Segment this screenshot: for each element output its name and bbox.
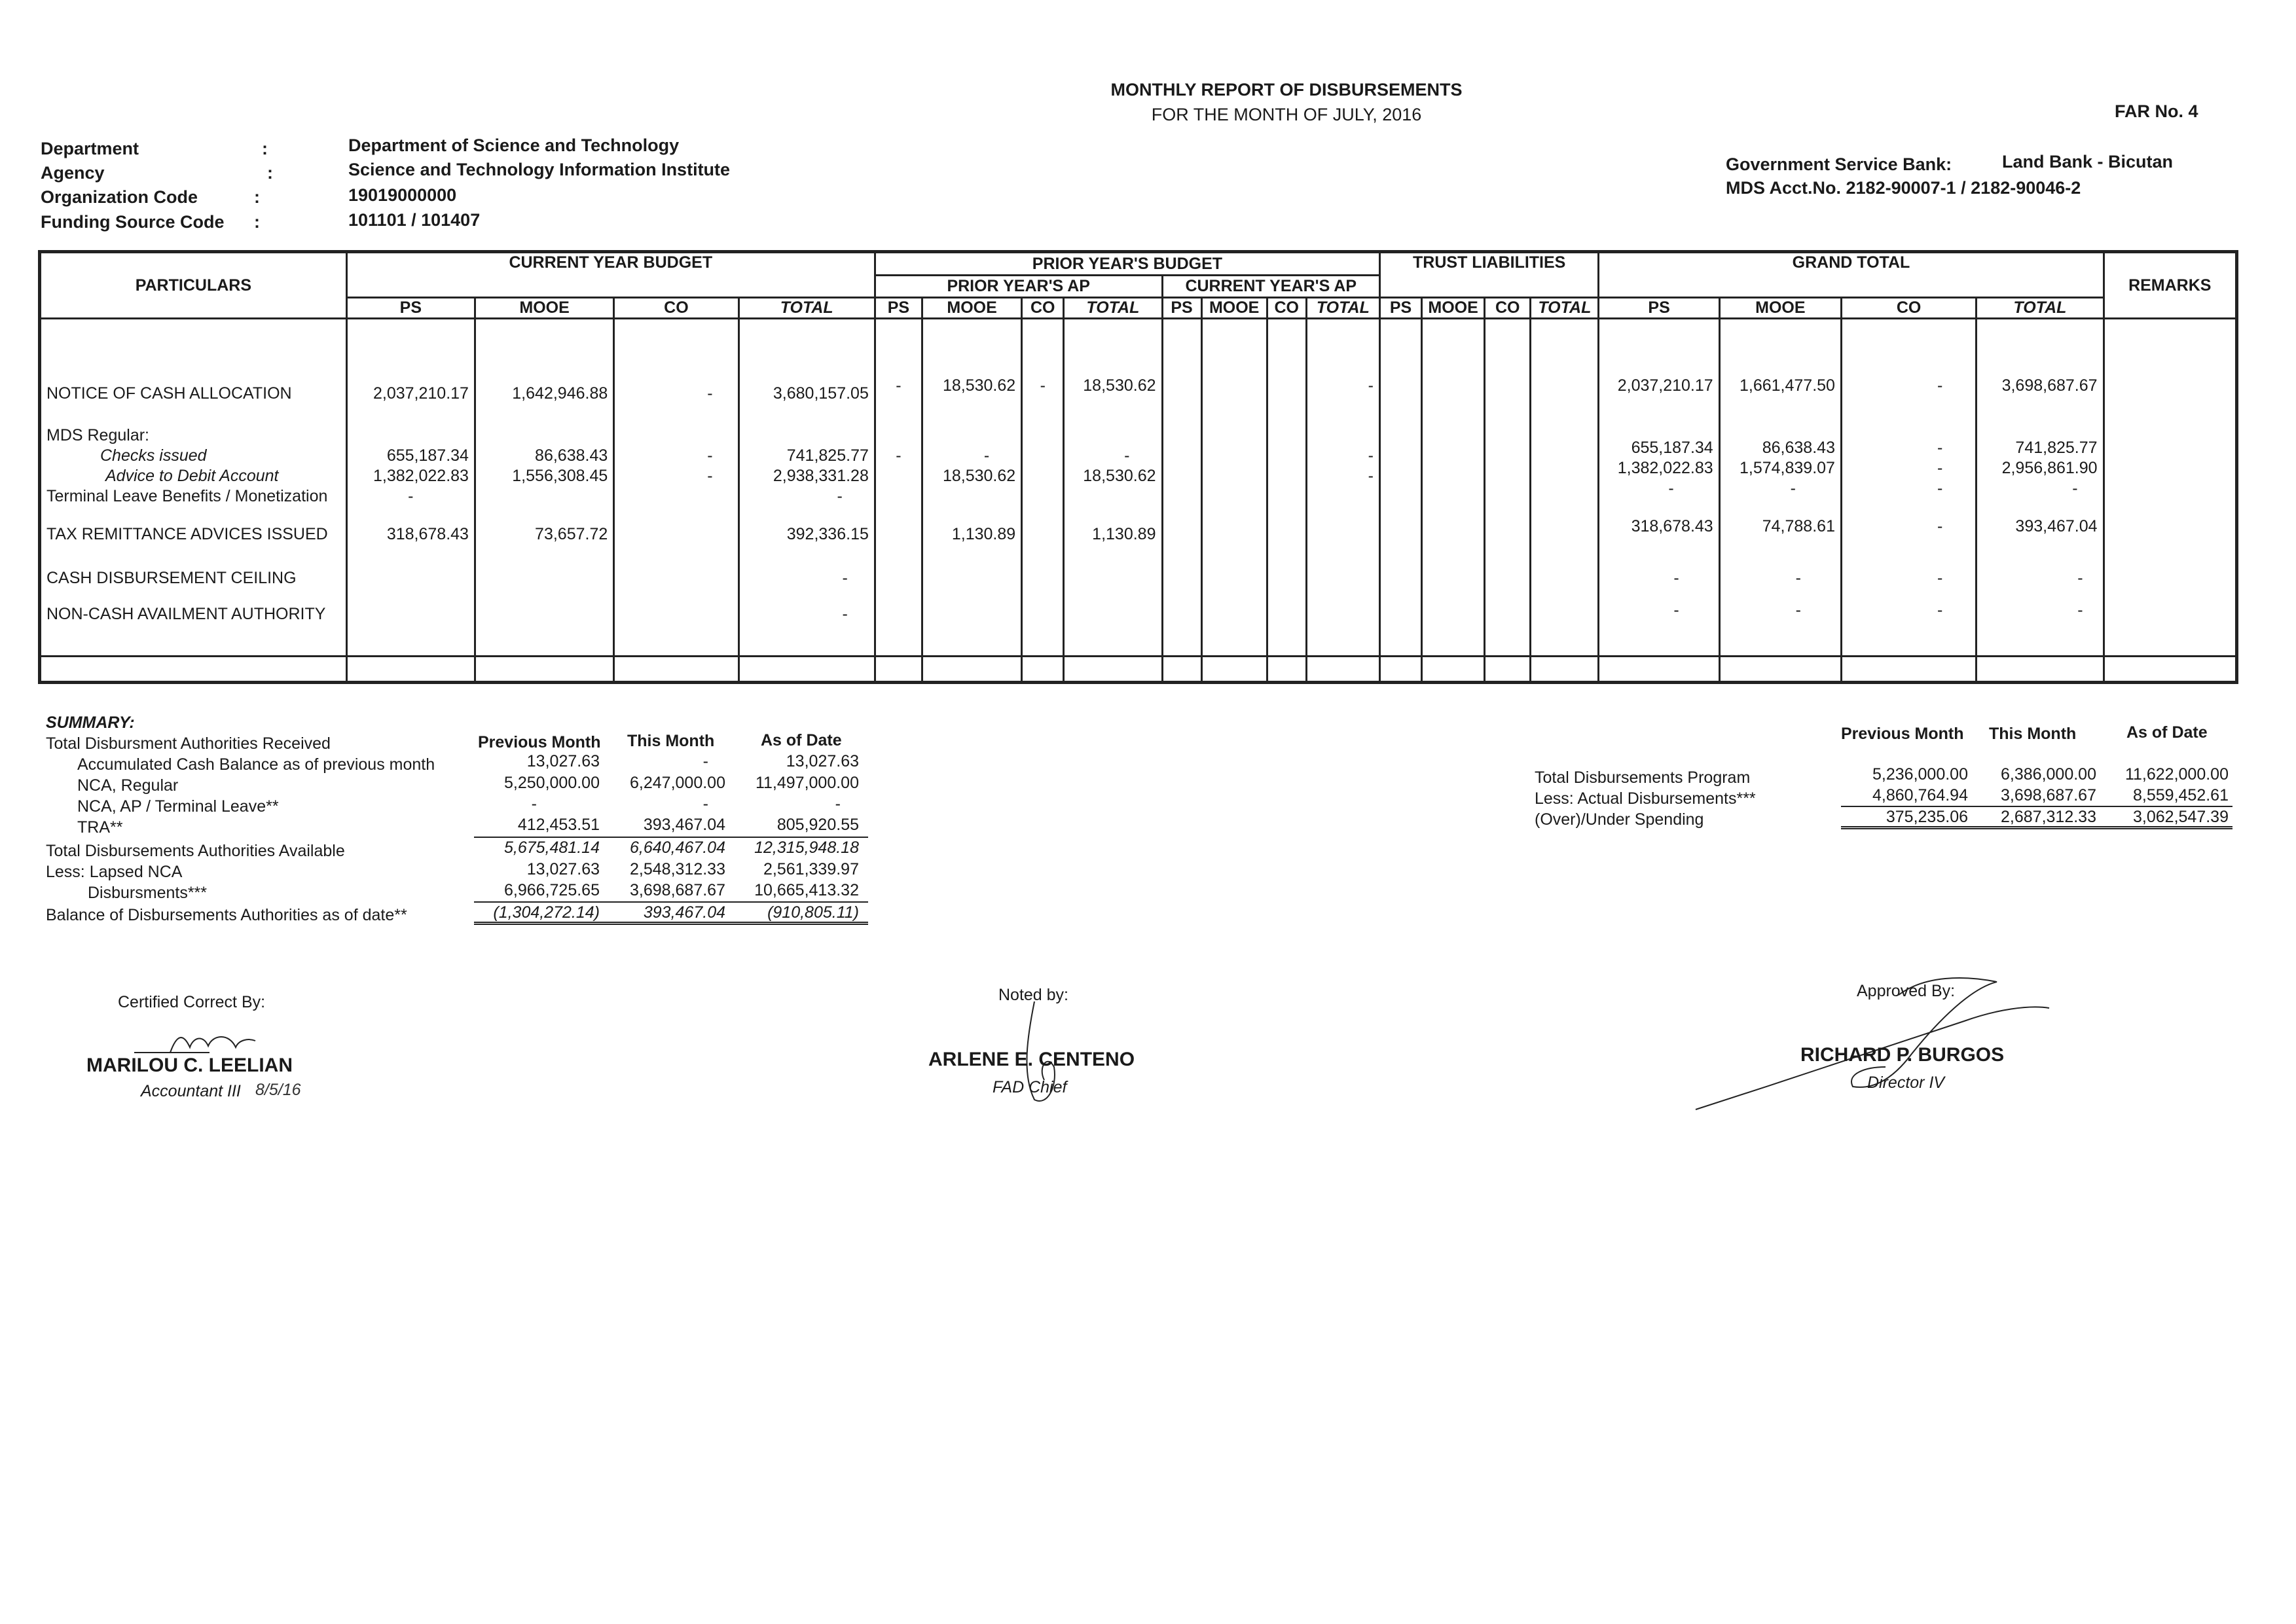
value: 741,825.77: [2015, 438, 2098, 457]
summary-prev: 5,250,000.00: [504, 774, 600, 792]
summary-this: -: [702, 795, 708, 813]
summary-this: -: [702, 752, 708, 770]
summary-label: Less: Lapsed NCA: [46, 863, 183, 881]
cell: [1162, 656, 1201, 682]
spending-prev: 5,236,000.00: [1872, 765, 1968, 784]
colon: :: [262, 139, 268, 158]
cell: [1064, 556, 1162, 601]
summary-label: TRA**: [77, 818, 123, 837]
value: -: [1937, 458, 1943, 477]
cell: [1162, 512, 1201, 556]
row-label: NOTICE OF CASH ALLOCATION: [40, 319, 347, 407]
cell: [1422, 656, 1485, 682]
value: 86,638.43: [535, 446, 608, 465]
org-code-label: Organization Code: [41, 187, 198, 207]
bank-value: Land Bank - Bicutan: [2002, 152, 2174, 171]
value: -: [837, 486, 843, 505]
summary-this: 6,640,467.04: [630, 839, 725, 857]
mds-label: MDS Regular:: [46, 425, 149, 444]
summary-label: Disbursments***: [88, 884, 208, 902]
summary-asof: (910,805.11): [767, 903, 859, 922]
cell: [1531, 556, 1599, 601]
cell: [1201, 512, 1267, 556]
current-years-ap-header: CURRENT YEAR'S AP: [1162, 276, 1379, 298]
cell: -: [1599, 601, 1719, 657]
prior-years-ap-header: PRIOR YEAR'S AP: [875, 276, 1162, 298]
summary-rule: [474, 837, 868, 838]
cell: [1267, 512, 1306, 556]
cell: [1267, 556, 1306, 601]
cell: [614, 656, 738, 682]
col-total: TOTAL: [1064, 298, 1162, 319]
noted-title: FAD Chief: [993, 1078, 1067, 1096]
cell: -: [1022, 319, 1064, 407]
cell: [1531, 512, 1599, 556]
remarks-header: REMARKS: [2104, 252, 2236, 319]
summary-asof: 12,315,948.18: [754, 839, 859, 857]
cell: [875, 556, 922, 601]
current-year-budget-header: CURRENT YEAR BUDGET: [346, 252, 875, 298]
remarks-cell: [2104, 556, 2236, 601]
cell: [2104, 656, 2236, 682]
cell: [1719, 407, 1841, 513]
cell: [475, 556, 613, 601]
cell: 393,467.04: [1977, 512, 2104, 556]
department-value: Department of Science and Technology: [348, 135, 680, 155]
col-mooe: MOOE: [1719, 298, 1841, 319]
table-row: [40, 556, 2237, 601]
cell: [1022, 556, 1064, 601]
summary-prev: (1,304,272.14): [493, 903, 600, 922]
cell: 2,037,210.17: [1599, 319, 1719, 407]
certified-name: MARILOU C. LEELIAN: [86, 1055, 293, 1076]
bank-label: Government Service Bank:: [1726, 154, 1952, 174]
cell: -: [1977, 601, 2104, 657]
cell: [1022, 656, 1064, 682]
cell: [1422, 512, 1485, 556]
spending-this: 2,687,312.33: [2001, 808, 2096, 826]
funding-label: Funding Source Code: [41, 212, 225, 232]
cell: [1162, 319, 1201, 407]
summary-col-prev: Previous Month: [478, 733, 601, 751]
mds-account: MDS Acct.No. 2182-90007-1 / 2182-90046-2: [1726, 178, 2081, 198]
cell: [1201, 601, 1267, 657]
summary-right-col-asof: As of Date: [2126, 723, 2208, 742]
summary-right-col-prev: Previous Month: [1841, 725, 1964, 743]
summary-prev: 412,453.51: [517, 816, 600, 834]
cell: [1977, 407, 2104, 513]
summary-asof: 11,497,000.00: [755, 774, 859, 792]
cell: [1022, 407, 1064, 513]
checks-label: Checks issued: [100, 446, 207, 465]
cell: [346, 656, 475, 682]
cell: -: [1719, 601, 1841, 657]
summary-label: NCA, Regular: [77, 776, 179, 795]
cell: [1599, 407, 1719, 513]
summary-label: Balance of Disbursements Authorities as of date**: [46, 906, 407, 924]
col-mooe: MOOE: [1201, 298, 1267, 319]
cell: [1306, 407, 1379, 513]
cell: [1306, 512, 1379, 556]
remarks-cell: [2104, 319, 2236, 407]
col-ps: PS: [346, 298, 475, 319]
col-co: CO: [1485, 298, 1531, 319]
summary-this: 2,548,312.33: [630, 860, 725, 878]
summary-asof: 2,561,339.97: [763, 860, 859, 878]
table-row: [40, 601, 2237, 657]
cell: [1379, 601, 1421, 657]
cell: [1379, 556, 1421, 601]
cell: [1531, 319, 1599, 407]
cell: [875, 407, 922, 513]
col-total: TOTAL: [738, 298, 875, 319]
value: -: [408, 486, 414, 505]
table-row: [40, 656, 2237, 682]
value: 2,938,331.28: [773, 466, 869, 485]
cell: [738, 407, 875, 513]
cell: 318,678.43: [346, 512, 475, 556]
department-label: Department: [41, 139, 139, 158]
spending-this: 3,698,687.67: [2001, 786, 2096, 804]
cell: [1379, 407, 1421, 513]
value: 18,530.62: [1083, 466, 1156, 485]
cell: [922, 556, 1021, 601]
report-subtitle: FOR THE MONTH OF JULY, 2016: [1151, 105, 1422, 124]
cell: [1267, 601, 1306, 657]
summary-prev: 6,966,725.65: [504, 881, 600, 899]
value: 655,187.34: [1631, 438, 1713, 457]
cell: [1201, 407, 1267, 513]
noted-label: Noted by:: [998, 986, 1069, 1004]
summary-prev: -: [531, 795, 537, 813]
summary-this: 6,247,000.00: [630, 774, 725, 792]
cell: [1841, 656, 1976, 682]
cell: [1531, 407, 1599, 513]
cell: [922, 601, 1021, 657]
cell: -: [1599, 556, 1719, 601]
cell: [1422, 601, 1485, 657]
tlb-label: Terminal Leave Benefits / Monetization: [46, 486, 328, 505]
summary-this: 393,467.04: [643, 816, 725, 834]
cell: [1064, 601, 1162, 657]
value: -: [1368, 446, 1374, 465]
col-total: TOTAL: [1306, 298, 1379, 319]
cell: -: [875, 319, 922, 407]
value: 1,382,022.83: [373, 466, 469, 485]
cell: -: [738, 601, 875, 657]
grand-total-header: GRAND TOTAL: [1599, 252, 2104, 298]
summary-prev: 13,027.63: [526, 752, 600, 770]
summary-asof: 805,920.55: [776, 816, 859, 834]
row-label: TAX REMITTANCE ADVICES ISSUED: [40, 512, 347, 556]
spending-rule: [1841, 806, 2232, 807]
noted-name: ARLENE E. CENTENO: [928, 1049, 1135, 1070]
cell: -: [738, 556, 875, 601]
cell: [346, 407, 475, 513]
table-row: [40, 512, 2237, 556]
cell: [1162, 601, 1201, 657]
cell: [1306, 601, 1379, 657]
cell: [1977, 656, 2104, 682]
colon: :: [254, 212, 260, 232]
cell: 18,530.62: [1064, 319, 1162, 407]
cell: 3,680,157.05: [738, 319, 875, 407]
far-number: FAR No. 4: [2115, 101, 2198, 121]
summary-col-asof: As of Date: [761, 731, 842, 749]
cell: 74,788.61: [1719, 512, 1841, 556]
summary-asof: -: [835, 795, 841, 813]
summary-label: Total Disbursment Authorities Received: [46, 734, 331, 753]
value: -: [1790, 478, 1796, 497]
cell: [614, 512, 738, 556]
remarks-cell: [2104, 407, 2236, 513]
cell: [1379, 319, 1421, 407]
table-row: [40, 407, 2237, 513]
org-code-value: 19019000000: [348, 185, 457, 205]
spending-prev: 4,860,764.94: [1872, 786, 1968, 804]
cell: [1022, 512, 1064, 556]
cell: [1485, 407, 1531, 513]
cell: [1485, 601, 1531, 657]
row-label: CASH DISBURSEMENT CEILING: [40, 556, 347, 601]
value: -: [1937, 438, 1943, 457]
cell: [475, 407, 613, 513]
cell: [1064, 407, 1162, 513]
spending-label: (Over)/Under Spending: [1535, 810, 1704, 829]
cell: [1379, 512, 1421, 556]
summary-label: Accumulated Cash Balance as of previous month: [77, 755, 435, 774]
cell: 1,661,477.50: [1719, 319, 1841, 407]
cell: 73,657.72: [475, 512, 613, 556]
cell: [614, 407, 738, 513]
summary-rule: [474, 922, 868, 925]
cell: [1201, 556, 1267, 601]
cell: [1064, 656, 1162, 682]
cell: [1201, 319, 1267, 407]
cell: -: [614, 319, 738, 407]
cell: [1422, 556, 1485, 601]
cell: [1162, 556, 1201, 601]
cell: [1022, 601, 1064, 657]
summary-rule: [474, 901, 868, 903]
approved-label: Approved By:: [1857, 982, 1956, 1000]
certified-label: Certified Correct By:: [118, 993, 266, 1011]
cell: [1422, 407, 1485, 513]
spending-this: 6,386,000.00: [2001, 765, 2096, 784]
cell: [346, 556, 475, 601]
agency-value: Science and Technology Information Institute: [348, 160, 731, 179]
cell: [614, 556, 738, 601]
value: -: [1937, 478, 1943, 497]
value: 2,956,861.90: [2001, 458, 2098, 477]
col-ps: PS: [1379, 298, 1421, 319]
summary-prev: 13,027.63: [526, 860, 600, 878]
cell: 1,642,946.88: [475, 319, 613, 407]
cell: [1531, 656, 1599, 682]
cell: [1267, 656, 1306, 682]
cell: [1422, 319, 1485, 407]
col-co: CO: [1022, 298, 1064, 319]
cell: [614, 601, 738, 657]
cell: [1162, 407, 1201, 513]
value: -: [896, 446, 902, 465]
spending-asof: 8,559,452.61: [2133, 786, 2229, 804]
cell: [1599, 656, 1719, 682]
summary-asof: 13,027.63: [786, 752, 859, 770]
spending-rule: [1841, 826, 2232, 829]
col-ps: PS: [1162, 298, 1201, 319]
value: -: [1124, 446, 1130, 465]
cell: [738, 656, 875, 682]
cell: [1485, 556, 1531, 601]
cell: [346, 601, 475, 657]
col-mooe: MOOE: [922, 298, 1021, 319]
colon: :: [254, 187, 260, 207]
cell: -: [1841, 556, 1976, 601]
summary-this: 3,698,687.67: [630, 881, 725, 899]
spending-asof: 3,062,547.39: [2133, 808, 2229, 826]
cell: [1531, 601, 1599, 657]
particulars-header: PARTICULARS: [40, 252, 347, 319]
cell: [922, 656, 1021, 682]
cell: -: [1719, 556, 1841, 601]
value: 655,187.34: [386, 446, 469, 465]
col-co: CO: [614, 298, 738, 319]
cell: 3,698,687.67: [1977, 319, 2104, 407]
funding-value: 101101 / 101407: [348, 210, 481, 230]
col-co: CO: [1841, 298, 1976, 319]
value: -: [983, 446, 990, 465]
cell: [475, 656, 613, 682]
row-label: [40, 407, 347, 513]
cell: [875, 512, 922, 556]
value: -: [1668, 478, 1674, 497]
cell: [475, 601, 613, 657]
spending-label: Total Disbursements Program: [1535, 768, 1751, 787]
trust-liabilities-header: TRUST LIABILITIES: [1379, 252, 1598, 298]
ada-label: Advice to Debit Account: [105, 466, 279, 485]
approved-title: Director IV: [1867, 1074, 1945, 1092]
cell: 1,130.89: [922, 512, 1021, 556]
cell: 392,336.15: [738, 512, 875, 556]
summary-label: NCA, AP / Terminal Leave**: [77, 797, 279, 816]
col-ps: PS: [1599, 298, 1719, 319]
value: 86,638.43: [1762, 438, 1835, 457]
cell: [1306, 656, 1379, 682]
col-total: TOTAL: [1531, 298, 1599, 319]
value: 1,382,022.83: [1617, 458, 1713, 477]
cell: -: [1841, 319, 1976, 407]
cell: [1485, 319, 1531, 407]
remarks-cell: [2104, 601, 2236, 657]
cell: [875, 601, 922, 657]
value: -: [707, 466, 713, 485]
summary-label: Total Disbursements Authorities Available: [46, 842, 345, 860]
cell: [1719, 656, 1841, 682]
cell: 18,530.62: [922, 319, 1021, 407]
col-total: TOTAL: [1977, 298, 2104, 319]
summary-title: SUMMARY:: [46, 713, 135, 732]
col-co: CO: [1267, 298, 1306, 319]
summary-prev: 5,675,481.14: [504, 839, 600, 857]
colon: :: [267, 163, 273, 183]
cell: 318,678.43: [1599, 512, 1719, 556]
summary-this: 393,467.04: [643, 903, 725, 922]
value: -: [707, 446, 713, 465]
table-row: [40, 319, 2237, 407]
remarks-cell: [2104, 512, 2236, 556]
approved-name: RICHARD P. BURGOS: [1800, 1044, 2005, 1066]
disbursement-table: [38, 250, 2238, 684]
cell: [1841, 407, 1976, 513]
row-label: NON-CASH AVAILMENT AUTHORITY: [40, 601, 347, 657]
spending-asof: 11,622,000.00: [2124, 765, 2229, 784]
certified-date: 8/5/16: [255, 1081, 301, 1099]
col-ps: PS: [875, 298, 922, 319]
cell: [1306, 556, 1379, 601]
spending-prev: 375,235.06: [1886, 808, 1968, 826]
cell: -: [1841, 512, 1976, 556]
cell: [922, 407, 1021, 513]
cell: [40, 656, 347, 682]
cell: -: [1306, 319, 1379, 407]
summary-col-this: This Month: [627, 732, 715, 750]
cell: [1379, 656, 1421, 682]
summary-right-col-this: This Month: [1989, 725, 2077, 743]
cell: 2,037,210.17: [346, 319, 475, 407]
value: 1,574,839.07: [1739, 458, 1835, 477]
value: 1,556,308.45: [512, 466, 608, 485]
certified-title: Accountant III: [141, 1082, 241, 1100]
cell: [875, 656, 922, 682]
cell: 1,130.89: [1064, 512, 1162, 556]
cell: -: [1977, 556, 2104, 601]
report-title: MONTHLY REPORT OF DISBURSEMENTS: [1110, 80, 1463, 99]
prior-years-budget-header: PRIOR YEAR'S BUDGET: [875, 252, 1379, 276]
col-mooe: MOOE: [1422, 298, 1485, 319]
cell: -: [1841, 601, 1976, 657]
cell: [1485, 512, 1531, 556]
value: 741,825.77: [786, 446, 869, 465]
value: 18,530.62: [942, 466, 1016, 485]
cell: [1485, 656, 1531, 682]
value: -: [1368, 466, 1374, 485]
cell: [1267, 319, 1306, 407]
agency-label: Agency: [41, 163, 105, 183]
value: -: [2072, 478, 2078, 497]
col-mooe: MOOE: [475, 298, 613, 319]
summary-asof: 10,665,413.32: [754, 881, 859, 899]
spending-label: Less: Actual Disbursements***: [1535, 789, 1756, 808]
cell: [1267, 407, 1306, 513]
cell: [1201, 656, 1267, 682]
